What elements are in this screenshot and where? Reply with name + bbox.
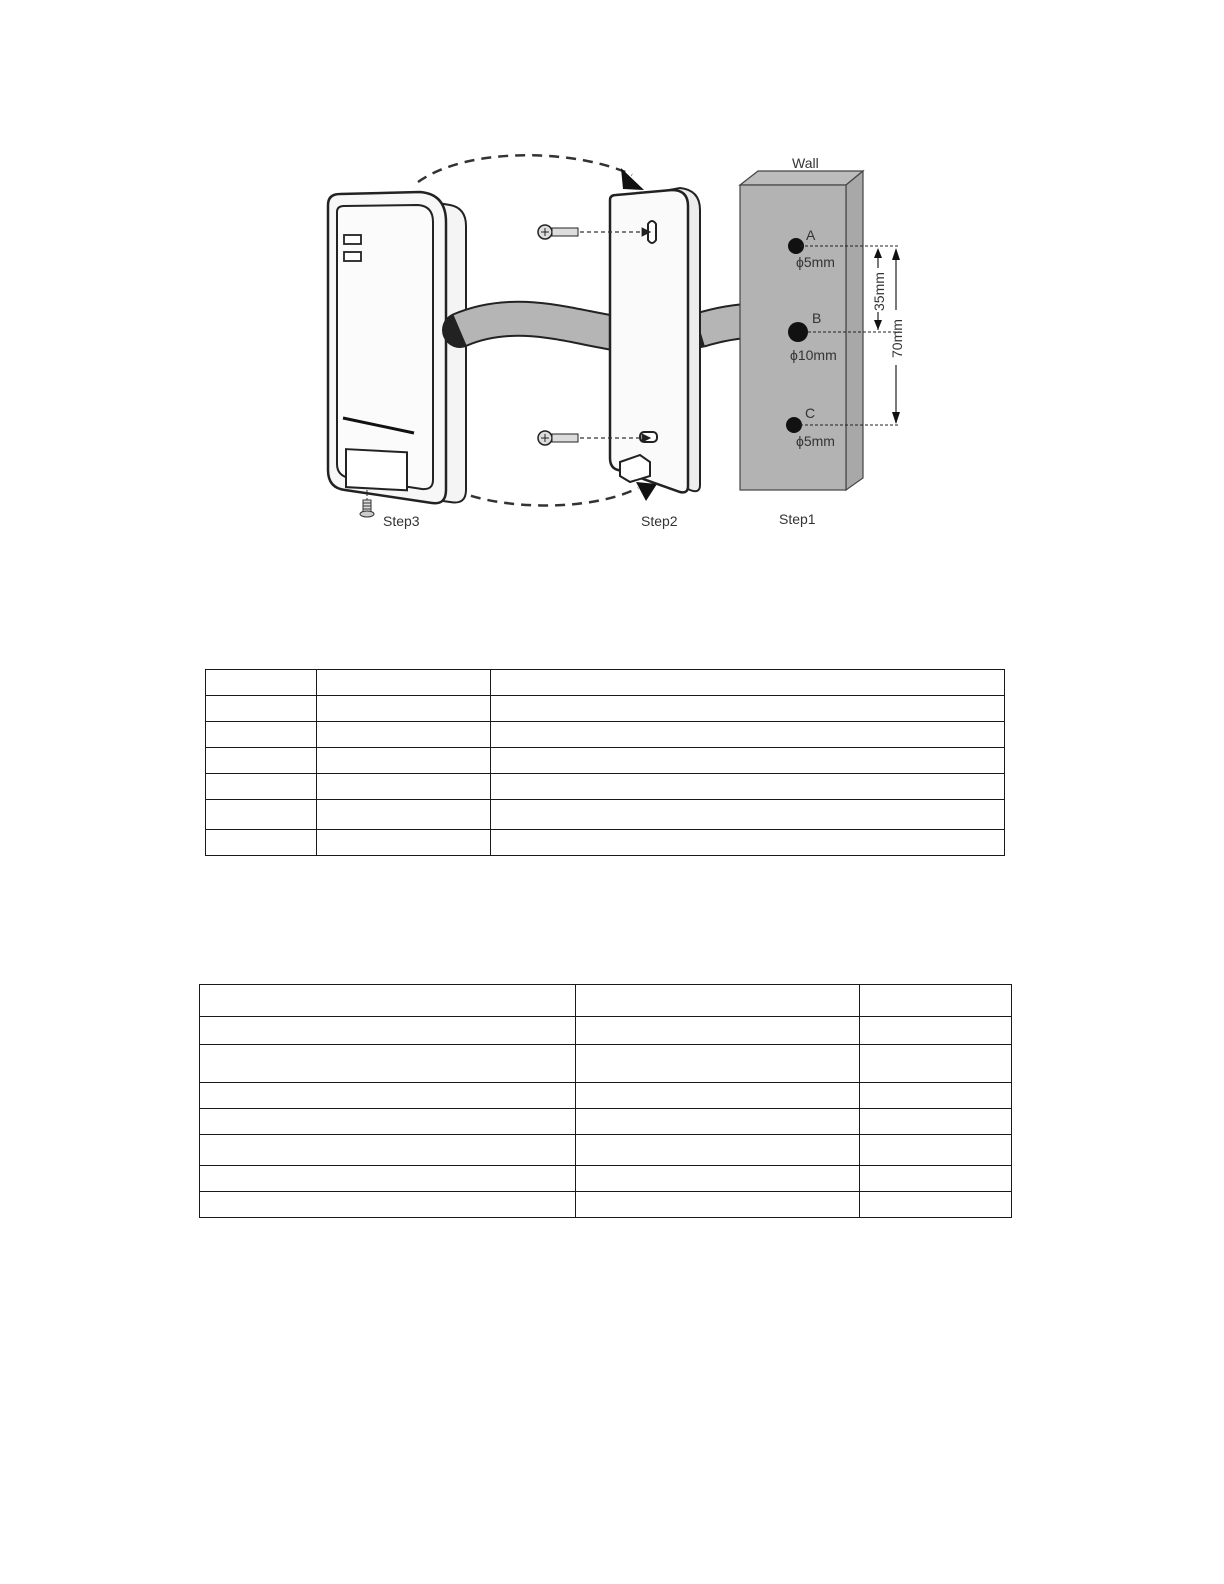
step3-label: Step3 — [383, 513, 420, 529]
table-row — [200, 1017, 1012, 1045]
table-cell — [316, 830, 490, 856]
table-row — [200, 1083, 1012, 1109]
bottom-arrow-head — [636, 482, 657, 501]
dimension-35mm: 35mm — [871, 272, 887, 311]
table-cell — [575, 985, 860, 1017]
table-row — [200, 1135, 1012, 1166]
table-cell — [316, 722, 490, 748]
table-row — [200, 1192, 1012, 1218]
table-cell — [575, 1109, 860, 1135]
hole-a-label: A — [806, 227, 816, 243]
table-cell — [316, 696, 490, 722]
table-cell — [206, 774, 317, 800]
step2-label: Step2 — [641, 513, 678, 529]
table-row — [200, 1045, 1012, 1083]
table-cell — [206, 800, 317, 830]
dimension-70mm: 70mm — [889, 319, 905, 358]
installation-diagram — [0, 0, 1224, 560]
table-cell — [316, 774, 490, 800]
table-cell — [860, 1192, 1012, 1218]
table-row — [206, 670, 1005, 696]
table-row — [206, 774, 1005, 800]
table-cell — [200, 1083, 576, 1109]
table-row — [206, 748, 1005, 774]
hole-a-size: ϕ5mm — [796, 254, 835, 270]
back-plate — [610, 188, 700, 492]
table-2 — [199, 984, 1012, 1218]
table-cell — [860, 1083, 1012, 1109]
table-row — [206, 830, 1005, 856]
card-slot — [346, 449, 407, 490]
table-cell — [575, 1083, 860, 1109]
table-cell — [200, 985, 576, 1017]
table-cell — [860, 1135, 1012, 1166]
hole-c-size: ϕ5mm — [796, 433, 835, 449]
table-cell — [490, 830, 1004, 856]
table-cell — [316, 748, 490, 774]
table-cell — [575, 1045, 860, 1083]
table-cell — [860, 985, 1012, 1017]
table-cell — [206, 748, 317, 774]
table-cell — [490, 670, 1004, 696]
table-cell — [200, 1017, 576, 1045]
table-row — [206, 696, 1005, 722]
hole-c-label: C — [805, 405, 816, 421]
table-cell — [490, 722, 1004, 748]
table-cell — [206, 670, 317, 696]
bottom-curved-arrow — [455, 488, 638, 506]
table-cell — [206, 696, 317, 722]
led-indicator-2 — [344, 252, 361, 261]
table-cell — [490, 800, 1004, 830]
reader-unit — [328, 192, 466, 503]
step1-label: Step1 — [779, 511, 816, 527]
table-cell — [490, 696, 1004, 722]
wall-label: Wall — [792, 155, 819, 171]
table-cell — [860, 1109, 1012, 1135]
table-cell — [200, 1135, 576, 1166]
table-cell — [200, 1045, 576, 1083]
hole-b-label: B — [812, 310, 822, 326]
table-cell — [575, 1135, 860, 1166]
table-cell — [575, 1166, 860, 1192]
table-cell — [200, 1192, 576, 1218]
led-indicator-1 — [344, 235, 361, 244]
table-cell — [860, 1017, 1012, 1045]
table-cell — [860, 1166, 1012, 1192]
table-cell — [490, 774, 1004, 800]
table-row — [200, 985, 1012, 1017]
table-cell — [206, 830, 317, 856]
table-row — [200, 1166, 1012, 1192]
table-1 — [205, 669, 1005, 856]
table-cell — [316, 800, 490, 830]
table-row — [206, 722, 1005, 748]
top-curved-arrow — [418, 155, 632, 182]
hole-b-size: ϕ10mm — [790, 347, 837, 363]
table-cell — [860, 1045, 1012, 1083]
hole-c-icon — [786, 417, 802, 433]
hole-b-icon — [788, 322, 808, 342]
table-cell — [490, 748, 1004, 774]
table-cell — [200, 1166, 576, 1192]
table-cell — [316, 670, 490, 696]
table-cell — [200, 1109, 576, 1135]
table-cell — [575, 1192, 860, 1218]
table-cell — [575, 1017, 860, 1045]
table-cell — [206, 722, 317, 748]
table-row — [200, 1109, 1012, 1135]
table-row — [206, 800, 1005, 830]
